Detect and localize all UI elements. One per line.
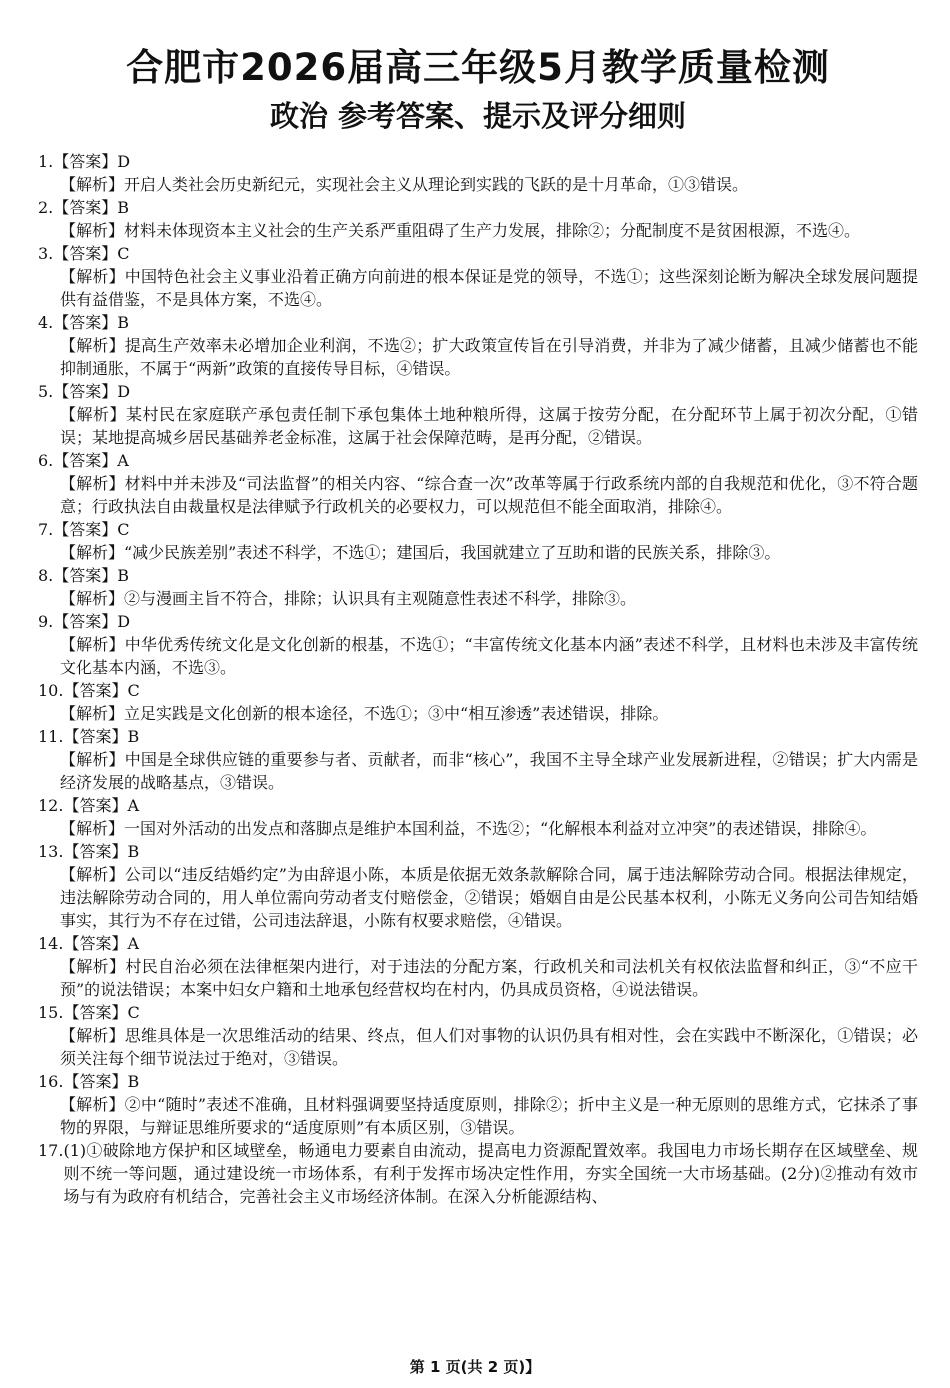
question-number: 4. (38, 313, 54, 332)
question-17 (38, 1139, 918, 1208)
question-number: 2. (38, 198, 54, 217)
explanation-text: 【解析】中国是全球供应链的重要参与者、贡献者，而非“核心”，我国不主导全球产业发展新进程，②错误；扩大内需是经济发展的战略基点，③错误。 (60, 750, 918, 792)
question-number: 8. (38, 566, 54, 585)
answer-label: 【答案】D (53, 382, 131, 401)
document-page (0, 44, 950, 1388)
answer-item (38, 1001, 918, 1070)
answer-label: 【答案】C (53, 520, 130, 539)
answer-item (38, 150, 918, 196)
answer-item (38, 610, 918, 679)
answer-row (38, 610, 918, 633)
explanation-text: 【解析】开启人类社会历史新纪元，实现社会主义从理论到实践的飞跃的是十月革命，①③错误。 (60, 175, 749, 194)
answer-item (38, 1070, 918, 1139)
explanation-text: 【解析】提高生产效率未必增加企业利润，不选②；扩大政策宣传旨在引导消费，并非为了减少储蓄，且减少储蓄也不能抑制通胀，不属于“两新”政策的直接传导目标，④错误。 (60, 336, 918, 378)
explanation-text: 【解析】一国对外活动的出发点和落脚点是维护本国利益，不选②；“化解根本利益对立冲突”的表述错误，排除④。 (60, 819, 877, 838)
question-number: 16. (38, 1072, 64, 1091)
page-footer: 第 1 页(共 2 页)】 (409, 1358, 541, 1376)
explanation-text: 【解析】村民自治必须在法律框架内进行，对于违法的分配方案，行政机关和司法机关有权依法监督和纠正，③“不应干预”的说法错误；本案中妇女户籍和土地承包经营权均在村内，仍具成员资格，④说法错误。 (60, 957, 918, 999)
answer-label: 【答案】A (63, 796, 140, 815)
explanation-text: 【解析】某村民在家庭联产承包责任制下承包集体土地种粮所得，这属于按劳分配，在分配环节上属于初次分配，①错误；某地提高城乡居民基础养老金标准，这属于社会保障范畴，是再分配，②错误。 (60, 405, 918, 447)
answer-item (38, 932, 918, 1001)
answer-row (38, 518, 918, 541)
answer-label: 【答案】B (53, 566, 130, 585)
question-number: 3. (38, 244, 54, 263)
explanation-text: 【解析】中华优秀传统文化是文化创新的根基，不选①；“丰富传统文化基本内涵”表述不科学，且材料也未涉及丰富传统文化基本内涵，不选③。 (60, 635, 918, 677)
q17-text: (1)①破除地方保护和区域壁垒，畅通电力要素自由流动，提高电力资源配置效率。我国电力市场长期存在区域壁垒、规则不统一等问题，通过建设统一市场体系，有利于发挥市场决定性作用，夯实全国统一大市场基础。(2分)②推动有效市场与有为政府有机结合，完善社会主义市场经济体制。在深入分析能源结构、 (63, 1141, 918, 1206)
answer-label: 【答案】A (63, 934, 140, 953)
question-number: 14. (38, 934, 64, 953)
question-number: 1. (38, 152, 54, 171)
answer-label: 【答案】A (53, 451, 129, 470)
answer-row (38, 679, 918, 702)
answer-item (38, 449, 918, 518)
question-number: 7. (38, 520, 54, 539)
q17-row (38, 1139, 918, 1208)
question-number: 15. (38, 1003, 64, 1022)
answer-row (38, 150, 918, 173)
question-number: 11. (38, 727, 64, 746)
question-number: 13. (38, 842, 64, 861)
answer-row (38, 311, 918, 334)
answer-row (38, 242, 918, 265)
question-number: 6. (38, 451, 54, 470)
explanation-text: 【解析】材料未体现资本主义社会的生产关系严重阻碍了生产力发展，排除②；分配制度不是贫困根源，不选④。 (60, 221, 861, 240)
answer-label: 【答案】B (63, 1072, 140, 1091)
answer-label: 【答案】C (63, 1003, 140, 1022)
explanation-text: 【解析】思维具体是一次思维活动的结果、终点，但人们对事物的认识仍具有相对性，会在实践中不断深化，①错误；必须关注每个细节说法过于绝对，③错误。 (60, 1026, 918, 1068)
answer-item (38, 679, 918, 725)
page-title: 合肥市2026届高三年级5月教学质量检测 (126, 46, 830, 89)
answer-row (38, 794, 918, 817)
explanation-text: 【解析】材料中并未涉及“司法监督”的相关内容、“综合查一次”改革等属于行政系统内部的自我规范和优化，③不符合题意；行政执法自由裁量权是法律赋予行政机关的必要权力，可以规范但不能全面取消，排除④。 (60, 474, 918, 516)
explanation-text: 【解析】②中“随时”表述不准确，且材料强调要坚持适度原则，排除②；折中主义是一种无原则的思维方式，它抹杀了事物的界限，与辩证思维所要求的“适度原则”有本质区别，③错误。 (60, 1095, 918, 1137)
explanation-text: 【解析】公司以“违反结婚约定”为由辞退小陈，本质是依据无效条款解除合同，属于违法解除劳动合同。根据法律规定，违法解除劳动合同的，用人单位需向劳动者支付赔偿金，②错误；婚姻自由是公民基本权利，小陈无义务向公司告知结婚事实，其行为不存在过错，公司违法辞退，小陈有权要求赔偿，④错误。 (60, 865, 918, 930)
explanation-text: 【解析】中国特色社会主义事业沿着正确方向前进的根本保证是党的领导，不选①；这些深刻论断为解决全球发展问题提供有益借鉴，不是具体方案，不选④。 (60, 267, 918, 309)
answer-label: 【答案】B (53, 198, 130, 217)
answer-item (38, 840, 918, 932)
answer-row (38, 725, 918, 748)
answer-label: 【答案】D (53, 612, 131, 631)
answer-row (38, 1070, 918, 1093)
answer-label: 【答案】B (53, 313, 130, 332)
answer-row (38, 840, 918, 863)
answer-item (38, 380, 918, 449)
answer-item (38, 518, 918, 564)
explanation-text: 【解析】立足实践是文化创新的根本途径，不选①；③中“相互渗透”表述错误，排除。 (60, 704, 669, 723)
answer-label: 【答案】C (63, 681, 140, 700)
answer-label: 【答案】C (53, 244, 130, 263)
answer-row (38, 380, 918, 403)
answer-item (38, 196, 918, 242)
answer-item (38, 242, 918, 311)
answer-row (38, 449, 918, 472)
answer-label: 【答案】B (63, 727, 140, 746)
page-subtitle: 政治 参考答案、提示及评分细则 (269, 99, 687, 133)
answer-label: 【答案】D (53, 152, 131, 171)
question-number: 5. (38, 382, 54, 401)
answer-row (38, 1001, 918, 1024)
explanation-text: 【解析】“减少民族差别”表述不科学，不选①；建国后，我国就建立了互助和谐的民族关系，排除③。 (60, 543, 781, 562)
answer-item (38, 564, 918, 610)
q17-number: 17. (38, 1141, 64, 1160)
answer-row (38, 932, 918, 955)
question-number: 12. (38, 796, 64, 815)
answer-item (38, 725, 918, 794)
answer-row (38, 564, 918, 587)
explanation-text: 【解析】②与漫画主旨不符合，排除；认识具有主观随意性表述不科学，排除③。 (60, 589, 637, 608)
answer-label: 【答案】B (63, 842, 140, 861)
question-number: 10. (38, 681, 64, 700)
answer-item (38, 794, 918, 840)
answer-item (38, 311, 918, 380)
answer-row (38, 196, 918, 219)
answer-list (38, 150, 918, 1139)
question-number: 9. (38, 612, 54, 631)
